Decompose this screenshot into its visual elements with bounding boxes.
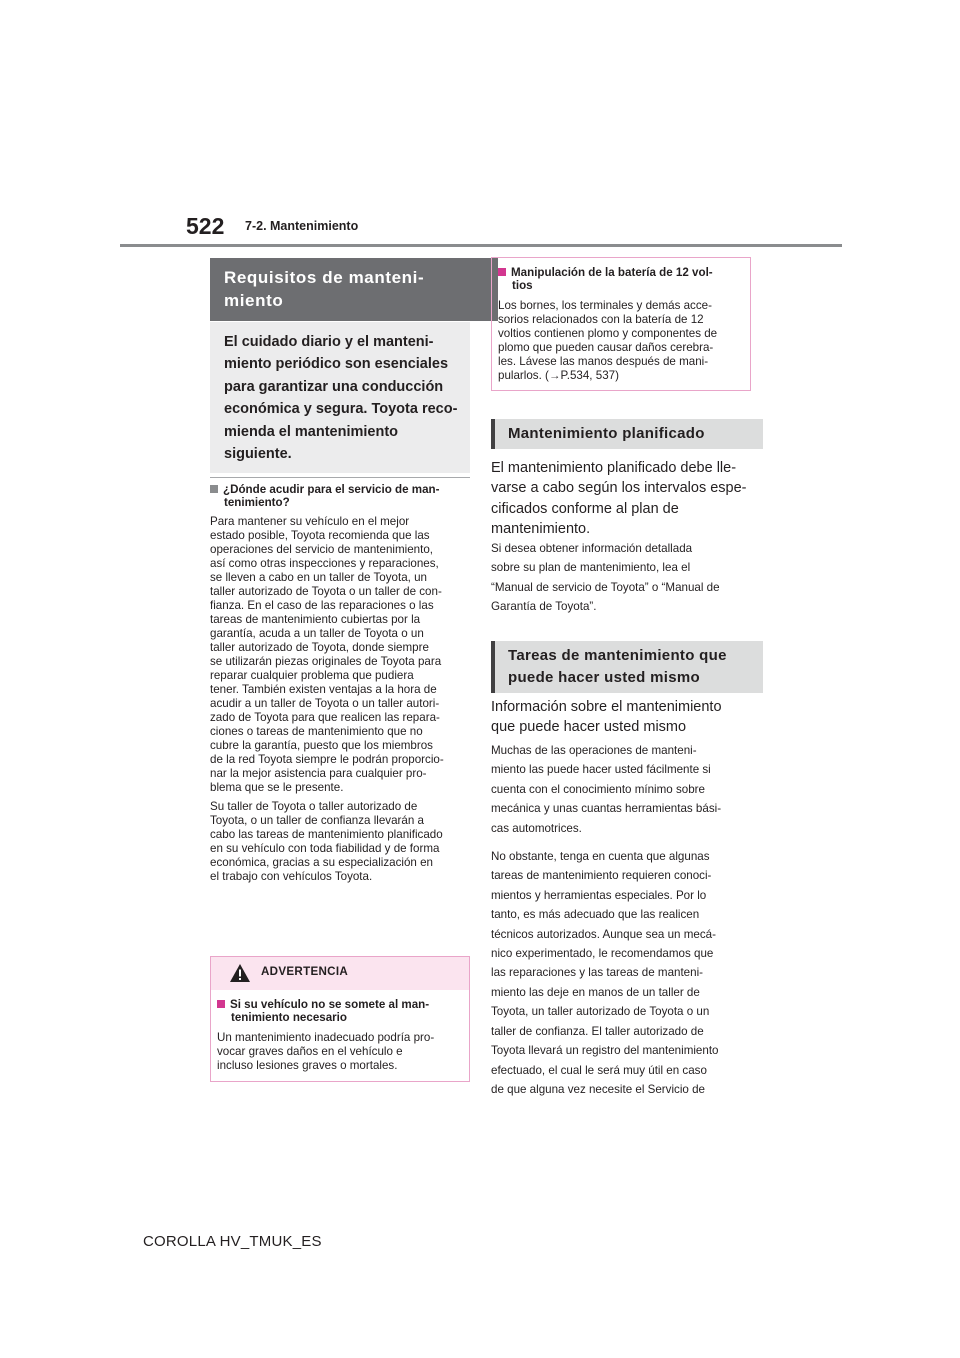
planned-maintenance-body: Si desea obtener información detallada sobre su plan de mantenimiento, lea el “Manual de servicio de Toyota” o “Manual de Garantía de Toyota”.	[491, 542, 720, 614]
page-number: 522	[186, 213, 225, 239]
warning-title: ADVERTENCIA	[261, 965, 349, 978]
warning-box	[210, 956, 470, 1082]
warning-content	[211, 990, 469, 1081]
diy-maintenance-lead: Información sobre el mantenimiento que puede hacer usted mismo	[491, 699, 722, 736]
diy-paragraph-2: No obstante, tenga en cuenta que algunas tareas de mantenimiento requieren conoci- mientos y herramientas especiales. Por lo tanto, es más adecuado que las realicen técnicos autorizados. Aunque sea un mecá- nico experimentado, le recomendamos que las reparaciones y las tareas de manteni- miento las deje en manos de un taller de Toyota, un taller autorizado de Toyota o un taller de confianza. El taller autorizado de Toyota llevará un registro del mantenimiento efectuado, el cual le será muy útil en caso de que alguna vez necesite el Servicio de	[491, 850, 719, 1096]
service-where-body	[210, 515, 470, 884]
warning-body: Un mantenimiento inadecuado podría pro- vocar graves daños en el vehículo e incluso lesiones graves o mortales.	[217, 1030, 435, 1072]
service-where-subheading: ¿Dónde acudir para el servicio de man- tenimiento?	[210, 483, 470, 510]
diy-paragraph-1: Muchas de las operaciones de manteni- miento las puede hacer usted fácilmente si cuenta con el conocimiento mínimo sobre mecánica y unas cuantas herramientas bási- cas automotrices.	[491, 744, 722, 835]
warning-triangle-icon	[229, 963, 251, 983]
battery-notice-box	[491, 257, 751, 391]
diy-maintenance-heading: Tareas de mantenimiento que puede hacer usted mismo	[491, 641, 763, 693]
service-where-section	[210, 483, 470, 889]
warning-header	[211, 957, 469, 990]
square-bullet-icon	[498, 268, 506, 276]
service-where-paragraph-2: Su taller de Toyota o taller autorizado de Toyota, o un taller de confianza llevarán a cabo las tareas de mantenimiento planificado en su vehículo con toda fiabilidad y de forma económica, gracias a su especialización en el trabajo con vehículos Toyota.	[210, 799, 443, 883]
diy-maintenance-body	[491, 741, 751, 1108]
planned-maintenance-lead: El mantenimiento planificado debe lle- varse a cabo según los intervalos espe- cificados conforme al plan de mantenimiento.	[491, 460, 747, 538]
square-bullet-icon	[210, 485, 218, 493]
service-where-paragraph-1: Para mantener su vehículo en el mejor estado posible, Toyota recomienda que las operaciones del servicio de mantenimiento, así como otras inspecciones y reparaciones, se lleven a cabo en un taller de Toyota, un taller autorizado de Toyota o un taller de con- fianza. En el caso de las reparaciones o las tareas de mantenimiento cubiertas por la garantía, acuda a un taller de Toyota o un taller autorizado de Toyota, donde siempre se utilizarán piezas originales de Toyota para reparar cualquier problema que pudiera tener. También existen ventajas a la hora de acudir a un taller de Toyota o un taller autori- zado de Toyota para que realicen las repara- ciones o tareas de mantenimiento que no cubre la garantía, puesto que los miembros de la red Toyota siempre le podrán proporcio- nar la mejor asistencia para cualquier pro- blema que se le presente.	[210, 514, 444, 794]
battery-body: Los bornes, los terminales y demás acce- sorios relacionados con la batería de 12 voltios contienen plomo y componentes de plomo que pueden causar daños cerebra- les. Lávese las manos después de mani- pularlos. (→P.534, 537)	[498, 298, 718, 382]
battery-subheading: Manipulación de la batería de 12 vol- tios	[498, 266, 744, 293]
model-footer: COROLLA HV_TMUK_ES	[143, 1233, 322, 1250]
planned-maintenance-heading: Mantenimiento planificado	[491, 419, 763, 449]
maintenance-requirements-heading: Requisitos de manteni- miento	[210, 258, 498, 321]
section-title: 7-2. Mantenimiento	[245, 219, 359, 233]
divider	[210, 477, 470, 478]
intro-box: El cuidado diario y el manteni- miento periódico son esenciales para garantizar una conducción económica y segura. Toyota reco- mienda el mantenimiento siguiente.	[210, 322, 470, 473]
header-rule	[120, 244, 842, 247]
warning-subheading: Si su vehículo no se somete al man- tenimiento necesario	[217, 998, 463, 1025]
square-bullet-icon	[217, 1000, 225, 1008]
